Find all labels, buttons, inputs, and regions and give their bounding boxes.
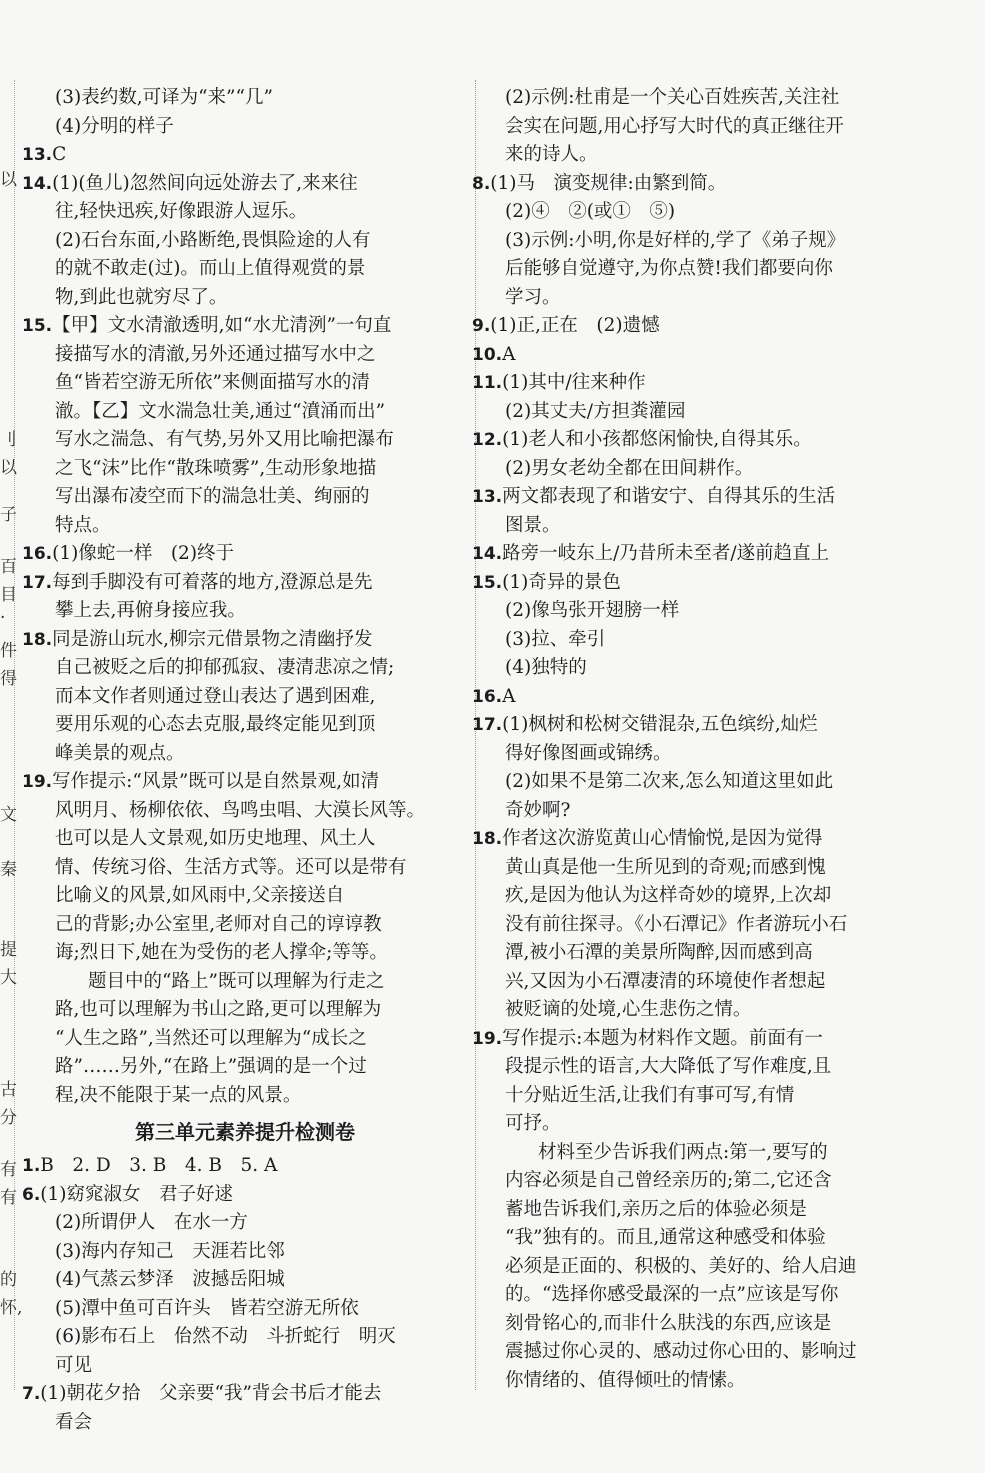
answer-text: 接描写水的清澈,另外还通过描写水中之 xyxy=(55,343,376,365)
answer-line xyxy=(472,740,904,769)
answer-text: 诲;烈日下,她在为受伤的老人撑伞;等等。 xyxy=(55,942,388,963)
answer-line xyxy=(472,797,904,826)
answer-line xyxy=(22,654,468,683)
answer-text: 黄山真是他一生所见到的奇观;而感到愧 xyxy=(505,856,826,878)
answer-line xyxy=(472,683,904,712)
edge-char: 以 xyxy=(0,170,17,190)
answer-text: 图景。 xyxy=(505,514,561,536)
answer-text: 后能够自觉遵守,为你点赞!我们都要向你 xyxy=(505,258,833,279)
edge-char: 提 xyxy=(0,940,17,960)
answer-text: 路,也可以理解为书山之路,更可以理解为 xyxy=(55,999,382,1020)
answer-line xyxy=(22,1352,468,1381)
answer-text: (6)影布石上 佁然不动 斗折蛇行 明灭 xyxy=(55,1326,396,1347)
answer-text: 的就不敢走(过)。而山上值得观赏的景 xyxy=(55,258,366,279)
question-number: 12. xyxy=(472,430,503,450)
answer-text: 蓄地告诉我们,亲历之后的体验必须是 xyxy=(505,1198,807,1220)
edge-char: · xyxy=(0,608,6,628)
answer-line xyxy=(472,227,904,256)
answer-line xyxy=(472,1025,904,1054)
question-number: 7. xyxy=(22,1384,41,1404)
answer-text: 路旁一岐东上/乃昔所未至者/遂前趋直上 xyxy=(502,543,830,564)
edge-char: 以 xyxy=(0,458,17,478)
answer-text: 会实在问题,用心抒写大时代的真正继往开 xyxy=(505,115,844,137)
answer-line xyxy=(22,284,468,313)
answer-text: (1)马 演变规律:由繁到简。 xyxy=(490,172,727,194)
question-number: 15. xyxy=(22,316,53,336)
answer-line xyxy=(472,540,904,569)
answer-line xyxy=(22,1266,468,1295)
answer-line xyxy=(472,455,904,484)
answer-text: 物,到此也就穷尽了。 xyxy=(55,286,228,308)
answer-line xyxy=(472,626,904,655)
answer-text: 两文都表现了和谐安宁、自得其乐的生活 xyxy=(502,486,836,507)
answer-line xyxy=(22,1409,468,1438)
answer-text: 澈。【乙】文水湍急壮美,通过“濆涌而出” xyxy=(55,400,386,422)
answer-line xyxy=(472,170,904,199)
answer-text: 峰美景的观点。 xyxy=(55,742,185,764)
answer-line xyxy=(22,1380,468,1409)
answer-text: (4)气蒸云梦泽 波撼岳阳城 xyxy=(55,1269,285,1290)
answer-line xyxy=(472,825,904,854)
answer-line xyxy=(472,882,904,911)
answer-line xyxy=(22,483,468,512)
answer-text: (2)如果不是第二次来,怎么知道这里如此 xyxy=(505,771,834,792)
answer-line xyxy=(472,1281,904,1310)
answer-text: (1)正,正在 (2)遗憾 xyxy=(490,315,660,336)
answer-line xyxy=(22,84,468,113)
answer-text: 【甲】文水清澈透明,如“水尤清洌”一句直 xyxy=(52,315,392,336)
answer-line xyxy=(22,939,468,968)
answer-text: “人生之路”,当然还可以理解为“成长之 xyxy=(55,1027,367,1049)
question-number: 18. xyxy=(472,829,503,849)
answer-text: (2)男女老幼全都在田间耕作。 xyxy=(505,457,754,479)
answer-text: 情、传统习俗、生活方式等。还可以是带有 xyxy=(55,856,407,878)
answer-line xyxy=(472,654,904,683)
answer-text: 被贬谪的处境,心生悲伤之情。 xyxy=(505,999,752,1020)
answer-line xyxy=(22,1181,468,1210)
answer-text: 十分贴近生活,让我们有事可写,有情 xyxy=(505,1084,795,1106)
answer-text: (1)奇异的景色 xyxy=(502,571,621,593)
answer-text: (1)(鱼儿)忽然间向远处游去了,来来往 xyxy=(52,172,358,194)
answer-text: (2)④ ②(或① ⑤) xyxy=(505,201,676,222)
answer-line xyxy=(472,426,904,455)
edge-char: 文 xyxy=(0,805,17,825)
answer-line xyxy=(22,369,468,398)
answer-text: (1)枫树和松树交错混杂,五色缤纷,灿烂 xyxy=(502,714,818,735)
question-number: 11. xyxy=(472,373,503,393)
answer-line xyxy=(22,626,468,655)
answer-line xyxy=(22,825,468,854)
edge-char: 古 xyxy=(0,1080,17,1100)
answer-line xyxy=(472,1224,904,1253)
left-answers-part2 xyxy=(22,1152,468,1437)
answer-line xyxy=(472,1082,904,1111)
answer-line xyxy=(22,312,468,341)
question-number: 10. xyxy=(472,344,503,365)
answer-line xyxy=(22,341,468,370)
answer-text: (3)海内存知己 天涯若比邻 xyxy=(55,1240,285,1262)
answer-line xyxy=(22,968,468,997)
answer-line xyxy=(472,1367,904,1396)
answer-line xyxy=(472,996,904,1025)
answer-text: 学习。 xyxy=(505,286,561,308)
answer-line xyxy=(472,312,904,341)
section-title: 第三单元素养提升检测卷 xyxy=(135,1120,355,1144)
answer-line xyxy=(22,512,468,541)
edge-char: 怀, xyxy=(0,1298,23,1318)
answer-line xyxy=(22,797,468,826)
answer-line xyxy=(22,198,468,227)
answer-text: 写作提示:“风景”既可以是自然景观,如清 xyxy=(52,771,380,792)
left-answers-part1 xyxy=(22,84,468,1110)
answer-line xyxy=(472,1139,904,1168)
answer-text: 同是游山玩水,柳宗元借景物之清幽抒发 xyxy=(52,628,373,650)
answer-line xyxy=(22,597,468,626)
answer-line xyxy=(472,1338,904,1367)
answer-text: 得好像图画或锦绣。 xyxy=(505,742,672,764)
answer-line xyxy=(22,1209,468,1238)
question-number: 13. xyxy=(472,487,503,507)
answer-text: (3)表约数,可译为“来”“几” xyxy=(55,87,273,108)
edge-char: 秦 xyxy=(0,860,17,880)
answer-text: 也可以是人文景观,如历史地理、风土人 xyxy=(55,828,376,849)
answer-text: 特点。 xyxy=(55,514,111,536)
answer-line xyxy=(22,141,468,170)
answer-text: (1)朝花夕拾 父亲要“我”背会书后才能去 xyxy=(40,1383,382,1404)
answer-text: (4)独特的 xyxy=(505,657,587,678)
question-number: 17. xyxy=(472,715,503,735)
edge-char: 刂 xyxy=(0,430,17,450)
answer-line xyxy=(22,1152,468,1181)
answer-text: (3)示例:小明,你是好样的,学了《弟子规》 xyxy=(505,229,846,251)
answer-text: “我”独有的。而且,通常这种感受和体验 xyxy=(505,1227,826,1248)
answer-text: (5)潭中鱼可百许头 皆若空游无所依 xyxy=(55,1297,359,1319)
answer-text: (1)其中/往来种作 xyxy=(502,372,646,393)
edge-char: 件 xyxy=(0,641,17,661)
answer-text: A xyxy=(502,343,516,365)
answer-line xyxy=(472,284,904,313)
answer-line xyxy=(22,113,468,142)
answer-text: 没有前往探寻。《小石潭记》作者游玩小石 xyxy=(505,913,848,935)
answer-line xyxy=(472,569,904,598)
answer-line xyxy=(22,1323,468,1352)
answer-text: 兴,又因为小石潭凄清的环境使作者想起 xyxy=(505,970,826,992)
answer-line xyxy=(472,1310,904,1339)
edge-char: 子 xyxy=(0,505,17,525)
answer-text: 必须是正面的、积极的、美好的、给人启迪 xyxy=(505,1255,857,1277)
question-number: 6. xyxy=(22,1184,41,1205)
answer-text: 看会 xyxy=(55,1411,93,1433)
answer-text: 可抒。 xyxy=(505,1113,561,1134)
answer-line xyxy=(472,141,904,170)
answer-text: (2)示例:杜甫是一个关心百姓疾苦,关注社 xyxy=(505,87,840,108)
edge-char: 分 xyxy=(0,1108,17,1128)
answer-line xyxy=(22,1025,468,1054)
answer-text: 写出瀑布凌空而下的湍急壮美、绚丽的 xyxy=(55,486,370,507)
answer-line xyxy=(472,597,904,626)
answer-text: 震撼过你心灵的、感动过你心田的、影响过 xyxy=(505,1341,857,1362)
right-answers xyxy=(472,84,904,1395)
answer-line xyxy=(472,911,904,940)
question-number: 16. xyxy=(472,686,503,707)
answer-text: 作者这次游览黄山心情愉悦,是因为觉得 xyxy=(502,828,823,849)
answer-text: 刻骨铭心的,而非什么肤浅的东西,应该是 xyxy=(505,1312,832,1334)
answer-text: 疚,是因为他认为这样奇妙的境界,上次却 xyxy=(505,885,832,906)
answer-line xyxy=(22,540,468,569)
answer-text: (4)分明的样子 xyxy=(55,115,174,137)
answer-text: 往,轻快迅疾,好像跟游人逗乐。 xyxy=(55,201,308,222)
answer-text: 鱼“皆若空游无所依”来侧面描写水的清 xyxy=(55,372,370,393)
question-number: 15. xyxy=(472,572,503,593)
question-number: 18. xyxy=(22,629,53,650)
answer-text: 可见 xyxy=(55,1354,93,1376)
answer-text: 之飞“沫”比作“散珠喷雾”,生动形象地描 xyxy=(55,457,377,479)
question-number: 17. xyxy=(22,572,53,593)
question-number: 19. xyxy=(22,772,53,792)
question-number: 14. xyxy=(22,173,53,194)
answer-line xyxy=(22,426,468,455)
answer-text: (2)石台东面,小路断绝,畏惧险途的人有 xyxy=(55,229,371,251)
answer-text: 内容必须是自己曾经亲历的;第二,它还含 xyxy=(505,1170,832,1191)
question-number: 19. xyxy=(472,1028,503,1049)
answer-text: (2)像鸟张开翅膀一样 xyxy=(505,600,680,621)
answer-line xyxy=(22,1053,468,1082)
edge-char: 百 xyxy=(0,557,17,577)
answer-line xyxy=(22,455,468,484)
answer-text: (3)拉、牵引 xyxy=(505,628,606,650)
edge-char: 得 xyxy=(0,669,17,689)
edge-char: 有 xyxy=(0,1188,17,1208)
answer-line xyxy=(472,198,904,227)
answer-line xyxy=(22,398,468,427)
answer-line xyxy=(472,1253,904,1282)
answer-line xyxy=(472,1110,904,1139)
answer-line xyxy=(22,740,468,769)
answer-text: B 2. D 3. B 4. B 5. A xyxy=(40,1155,278,1176)
answer-line xyxy=(472,968,904,997)
answer-text: 你情绪的、值得倾吐的情愫。 xyxy=(505,1369,746,1391)
answer-text: (1)窈窕淑女 君子好逑 xyxy=(40,1183,234,1205)
answer-line xyxy=(22,683,468,712)
left-column xyxy=(22,84,468,1437)
answer-line xyxy=(22,569,468,598)
question-number: 8. xyxy=(472,173,491,194)
answer-line xyxy=(472,113,904,142)
answer-line xyxy=(22,996,468,1025)
answer-text: 写作提示:本题为材料作文题。前面有一 xyxy=(502,1027,823,1049)
answer-text: (2)其丈夫/方担粪灌园 xyxy=(505,400,686,422)
answer-text: 路”……另外,“在路上”强调的是一个过 xyxy=(55,1056,367,1077)
answer-text: 奇妙啊? xyxy=(505,799,571,821)
edge-char: 的 xyxy=(0,1270,17,1290)
answer-line xyxy=(472,768,904,797)
answer-line xyxy=(22,768,468,797)
question-number: 16. xyxy=(22,544,53,564)
answer-text: 的。“选择你感受最深的一点”应该是写你 xyxy=(505,1284,839,1305)
answer-line xyxy=(472,512,904,541)
answer-line xyxy=(472,854,904,883)
edge-char: 目 xyxy=(0,585,17,605)
question-number: 14. xyxy=(472,544,503,564)
answer-line xyxy=(472,255,904,284)
answer-text: 攀上去,再俯身接应我。 xyxy=(55,600,246,621)
answer-text: 风明月、杨柳依依、鸟鸣虫唱、大漠长风等。 xyxy=(55,799,426,821)
answer-line xyxy=(22,1238,468,1267)
answer-text: C xyxy=(52,144,67,165)
answer-line xyxy=(22,1295,468,1324)
answer-text: 己的背影;办公室里,老师对自己的谆谆教 xyxy=(55,913,382,935)
answer-line xyxy=(22,911,468,940)
answer-text: 来的诗人。 xyxy=(505,144,598,165)
answer-line xyxy=(472,939,904,968)
answer-line xyxy=(472,711,904,740)
edge-char: 有 xyxy=(0,1160,17,1180)
answer-text: 材料至少告诉我们两点:第一,要写的 xyxy=(538,1141,828,1163)
right-column xyxy=(472,84,904,1395)
answer-text: 而本文作者则通过登山表达了遇到困难, xyxy=(55,685,376,707)
answer-line xyxy=(472,483,904,512)
edge-char: 大 xyxy=(0,968,17,988)
answer-line xyxy=(472,369,904,398)
answer-line xyxy=(472,1196,904,1225)
answer-line xyxy=(22,711,468,740)
answer-text: 比喻义的风景,如风雨中,父亲接送自 xyxy=(55,885,345,906)
answer-line xyxy=(22,1082,468,1111)
question-number: 13. xyxy=(22,145,53,165)
answer-text: 潭,被小石潭的美景所陶醉,因而感到高 xyxy=(505,942,813,963)
answer-text: 题目中的“路上”既可以理解为行走之 xyxy=(88,970,385,992)
answer-text: 段提示性的语言,大大降低了写作难度,且 xyxy=(505,1056,832,1077)
answer-line xyxy=(472,341,904,370)
answer-text: (2)所谓伊人 在水一方 xyxy=(55,1212,248,1233)
answer-text: (1)老人和小孩都悠闲愉快,自得其乐。 xyxy=(502,429,812,450)
answer-text: (1)像蛇一样 (2)终于 xyxy=(52,543,235,564)
answer-text: 要用乐观的心态去克服,最终定能见到顶 xyxy=(55,714,376,735)
answer-line xyxy=(22,882,468,911)
answer-line xyxy=(22,170,468,199)
answer-line xyxy=(472,1167,904,1196)
answer-text: 自己被贬之后的抑郁孤寂、凄清悲凉之情; xyxy=(55,657,395,678)
answer-text: 程,决不能限于某一点的风景。 xyxy=(55,1084,302,1106)
answer-line xyxy=(22,227,468,256)
answer-line xyxy=(22,854,468,883)
answer-text: 每到手脚没有可着落的地方,澄源总是先 xyxy=(52,571,373,593)
answer-line xyxy=(22,255,468,284)
question-number: 9. xyxy=(472,316,491,336)
answer-line xyxy=(472,398,904,427)
answer-line xyxy=(472,84,904,113)
answer-line xyxy=(472,1053,904,1082)
answer-text: 写水之湍急、有气势,另外又用比喻把瀑布 xyxy=(55,429,394,450)
question-number: 1. xyxy=(22,1156,41,1176)
answer-text: A xyxy=(502,685,516,707)
